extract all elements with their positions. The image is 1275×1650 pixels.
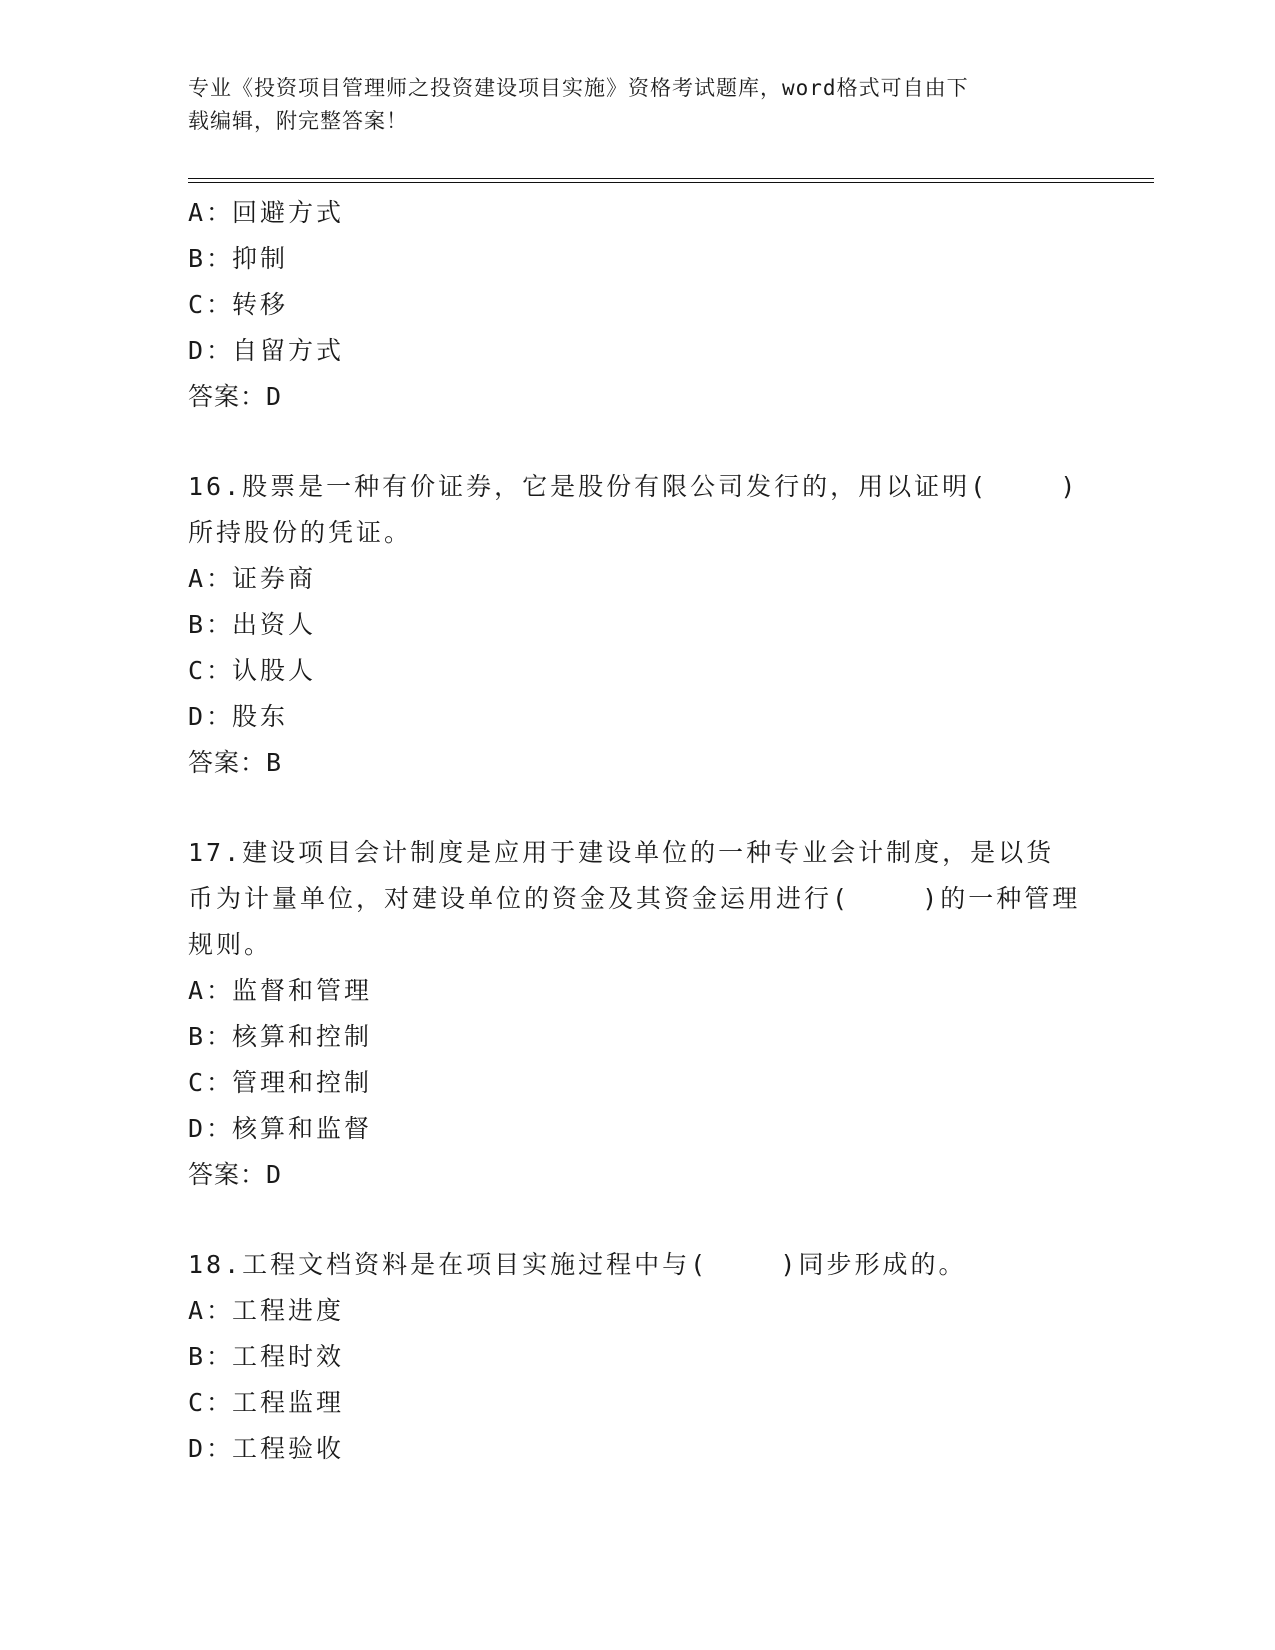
option-c (188, 1060, 1088, 1106)
option-a (188, 1288, 1088, 1334)
option-letter: B： (188, 1342, 235, 1371)
option-letter: C： (188, 290, 235, 319)
option-text: 自留方式 (232, 336, 345, 365)
option-letter: A： (188, 1296, 235, 1325)
option-d (188, 694, 1088, 740)
question-list (188, 190, 1088, 1472)
question-text-line: 18.工程文档资料是在项目实施过程中与( )同步形成的。 (188, 1250, 967, 1279)
question-text-line: 规则。 (188, 930, 273, 959)
option-c (188, 1380, 1088, 1426)
option-a (188, 968, 1088, 1014)
option-text: 出资人 (232, 610, 317, 639)
option-letter: A： (188, 198, 235, 227)
option-b (188, 1014, 1088, 1060)
option-text: 管理和控制 (232, 1068, 373, 1097)
question-text-line: 所持股份的凭证。 (188, 518, 413, 547)
question-18 (188, 1242, 1088, 1472)
option-c (188, 648, 1088, 694)
question-text-line: 17.建设项目会计制度是应用于建设单位的一种专业会计制度，是以货 (188, 838, 1055, 867)
option-b (188, 236, 1088, 282)
option-text: 转移 (232, 290, 289, 319)
option-letter: A： (188, 564, 235, 593)
option-letter: B： (188, 610, 235, 639)
option-letter: B： (188, 244, 235, 273)
option-letter: D： (188, 1114, 235, 1143)
option-text: 核算和控制 (232, 1022, 373, 1051)
option-text: 股东 (232, 702, 289, 731)
option-letter: B： (188, 1022, 235, 1051)
answer-text: 答案：D (188, 1160, 283, 1189)
option-b (188, 602, 1088, 648)
option-text: 工程验收 (232, 1434, 345, 1463)
option-letter: A： (188, 976, 235, 1005)
option-c (188, 282, 1088, 328)
option-d (188, 328, 1088, 374)
option-d (188, 1426, 1088, 1472)
header-line-1: 专业《投资项目管理师之投资建设项目实施》资格考试题库，word格式可自由下 (188, 76, 969, 100)
option-letter: D： (188, 336, 235, 365)
option-a (188, 556, 1088, 602)
option-text: 工程监理 (232, 1388, 345, 1417)
question-16 (188, 464, 1088, 786)
option-text: 工程进度 (232, 1296, 345, 1325)
option-letter: D： (188, 702, 235, 731)
answer-text: 答案：B (188, 748, 283, 777)
option-text: 认股人 (232, 656, 317, 685)
option-text: 工程时效 (232, 1342, 345, 1371)
option-d (188, 1106, 1088, 1152)
option-text: 证券商 (232, 564, 317, 593)
option-a (188, 190, 1088, 236)
option-letter: C： (188, 1388, 235, 1417)
option-letter: C： (188, 656, 235, 685)
option-text: 核算和监督 (232, 1114, 373, 1143)
question-15 (188, 190, 1088, 420)
option-text: 监督和管理 (232, 976, 373, 1005)
option-letter: C： (188, 1068, 235, 1097)
header-line-2: 载编辑，附完整答案！ (188, 109, 408, 133)
answer-text: 答案：D (188, 382, 283, 411)
header-divider (188, 178, 1154, 183)
question-text-line: 16.股票是一种有价证券，它是股份有限公司发行的，用以证明( ) (188, 472, 1079, 501)
document-header (188, 72, 1088, 138)
option-b (188, 1334, 1088, 1380)
option-letter: D： (188, 1434, 235, 1463)
question-text-line: 币为计量单位，对建设单位的资金及其资金运用进行( )的一种管理 (188, 884, 1081, 913)
option-text: 抑制 (232, 244, 289, 273)
option-text: 回避方式 (232, 198, 345, 227)
question-17 (188, 830, 1088, 1198)
